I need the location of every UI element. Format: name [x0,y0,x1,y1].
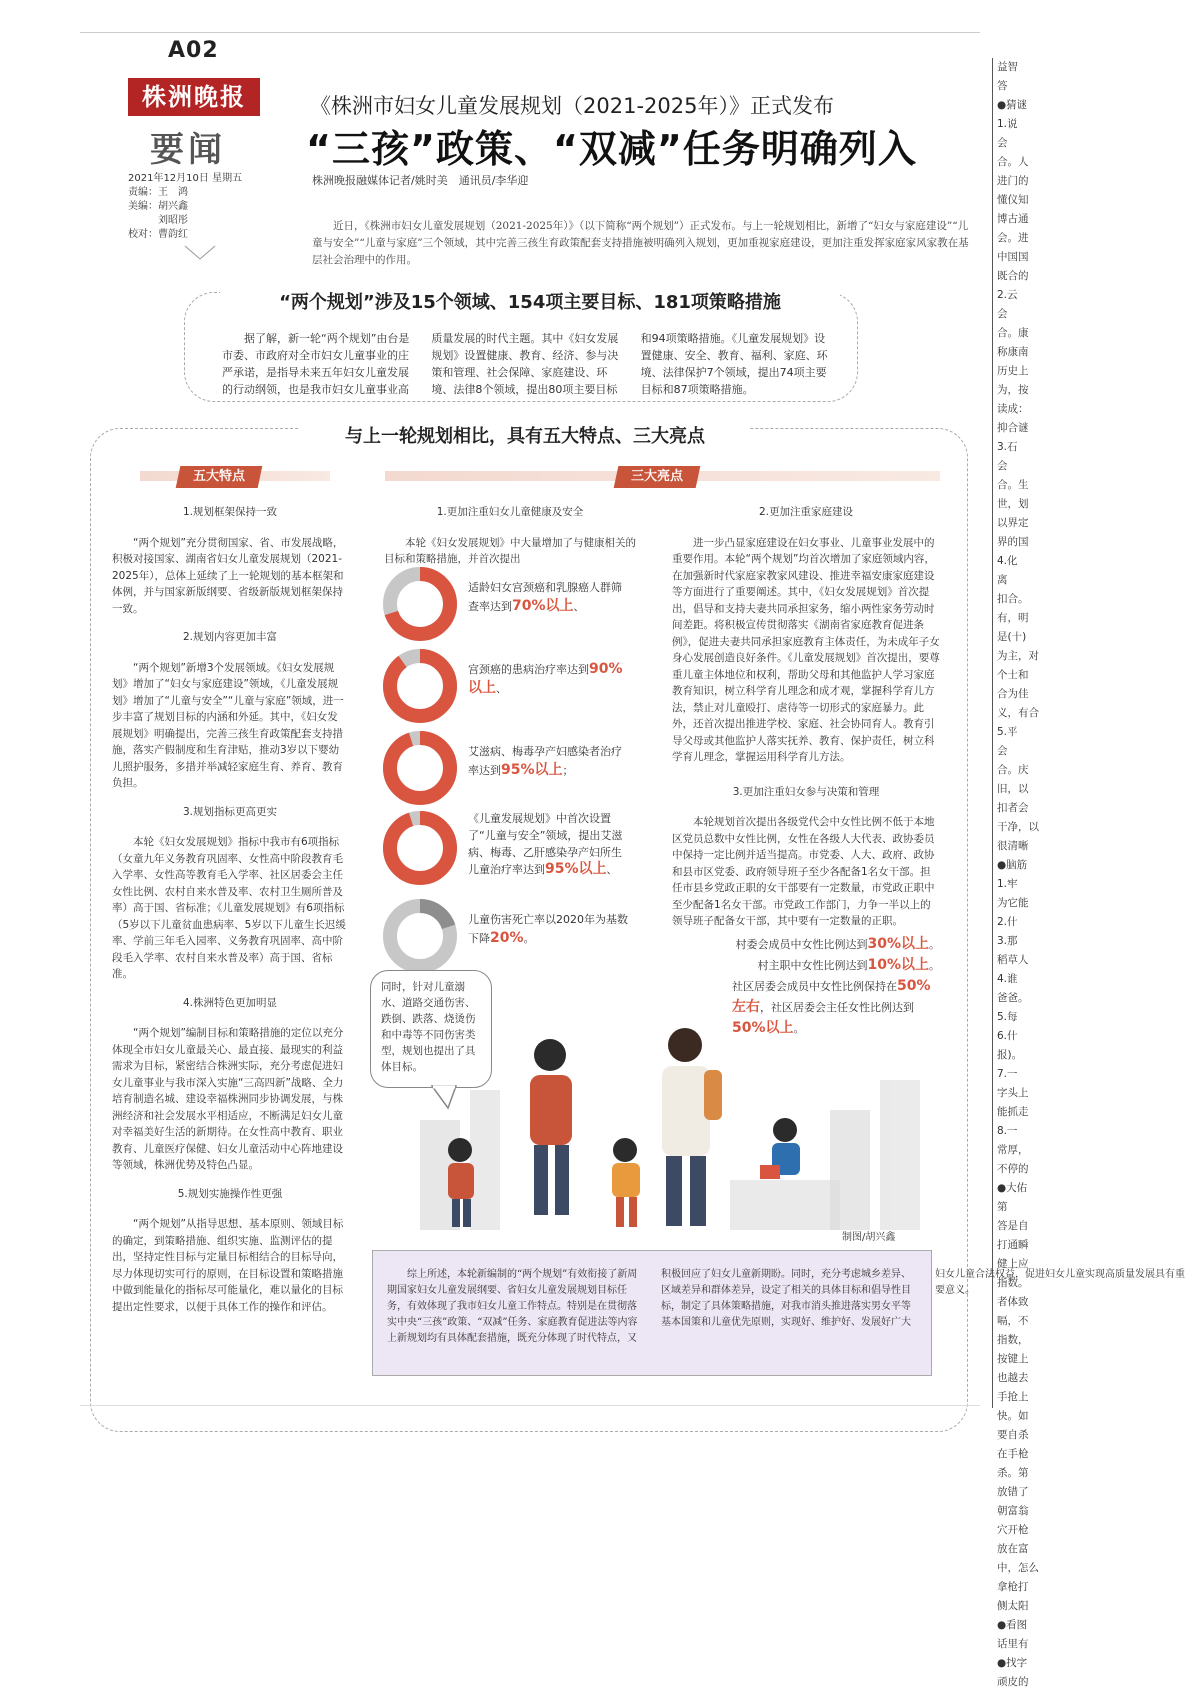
cutoff-line: 界的国 [997,536,1029,548]
cutoff-line: 会 [997,745,1008,757]
cutoff-line: 是(十) [997,631,1027,643]
cutoff-line: 6.什 [997,1030,1018,1042]
grandmother-figure-icon [530,1039,572,1215]
stat-text [468,910,628,948]
bottom-rule [80,1405,980,1406]
stat-value: 50%以上 [732,1019,794,1036]
cutoff-line: 会。进 [997,232,1029,244]
meta-editor: 责编：王 鸿 [128,187,188,198]
cutoff-line: 为主，对 [997,650,1039,662]
stat-row-5 [382,898,632,978]
cutoff-line: 历史上 [997,365,1029,377]
cutoff-line: 杀。第 [997,1467,1029,1479]
stat-label: 《儿童发展规划》中首次设置了“儿童与安全”领域，提出艾滋病、梅毒、乙肝感染孕产妇所生儿童治疗率达到 [468,812,623,876]
cutoff-line: 为它能 [997,897,1029,909]
article-subtitle: 《株洲市妇女儿童发展规划（2021-2025年）》正式发布 [310,94,834,118]
cutoff-line: 手抢上 [997,1391,1029,1403]
stat-value: 95%以上 [501,762,563,778]
donut-chart-icon [382,810,458,886]
cutoff-line: 答 [997,80,1008,92]
meta-date: 2021年12月10日 星期五 [128,173,243,184]
donut-chart-icon [382,648,458,724]
stat-label: 儿童伤害死亡率以2020年为基数下降 [468,913,628,945]
father-figure-icon [662,1028,722,1226]
highlight-3-text: 本轮规划首次提出各级党代会中女性比例不低于本地区党员总数中女性比例，女性在各级人大代表、政协委员中保持一定比例并适当提高。市党委、人大、政府、政协和县市区党委、政府领导班子至少各配备1名女干部。担任市县乡党政正职的女干部要有一定数量，市党政正职中至少配备1名女干部。市党政工作部门，力争一半以上的领导班子配备女干部，其中要有一定数量的正职。 [672,816,935,927]
cutoff-line: 打通瞬 [997,1239,1029,1251]
cutoff-line: 报)。 [997,1049,1023,1061]
highlight-1-intro: 本轮《妇女发展规划》中大量增加了与健康相关的目标和策略措施，并首次提出 [384,536,636,565]
highlight-2-column [672,492,940,1039]
cutoff-line: 以界定 [997,517,1029,529]
overview-text: 据了解，新一轮“两个规划”由台是市委、市政府对全市妇女儿童事业的庄严承诺，是指导未来五年妇女儿童发展的行动纲领，也是我市妇女儿童事业高质量发展的时代主题。其中《妇女发展规划》设置健康、教育、经济、参与决策和管理、社会保障、家庭建设、环境、法律8个领域，提出80项主要目标和94项策略措施。《儿童发展规划》设置健康、安全、教育、福利、家庭、环境、法律保护7个领域，提出74项主要目标和87项策略措施。 [222,332,828,396]
cutoff-line: 3.那 [997,935,1018,947]
stat-row-3 [382,730,632,810]
stat-value: 20% [490,930,524,946]
cutoff-line: 拿枪打 [997,1581,1029,1593]
cutoff-line: 朝富翁 [997,1505,1029,1517]
stat-value: 70%以上 [512,598,574,614]
cutoff-line: 合为佳 [997,688,1029,700]
cutoff-line: 能抓走 [997,1106,1029,1118]
cutoff-line: 义，有合 [997,707,1039,719]
header-pointer-icon [185,246,215,260]
cutoff-line: 常厚， [997,1144,1029,1156]
stat-tail: 、 [606,863,618,876]
masthead-logo: 株洲晚报 [128,78,260,116]
meta-designer-2: 刘昭彤 [128,215,188,226]
feature-5-heading: 5.规划实施操作性更强 [177,1187,283,1200]
feature-2-text: “两个规划”新增3个发展领域。《妇女发展规划》增加了“妇女与家庭建设”领域，《儿童发展规划》增加了“儿童与安全”“儿童与家庭”领域，进一步丰富了规划目标的内涵和外延。其中，《妇女发展规划》明确提出，完善三孩生育政策配套支持措施，落实产假制度和生育津贴，推动3岁以下婴幼儿照护服务，多措并举减轻家庭生育、养育、教育负担。 [112,661,344,789]
features-tag [176,466,263,488]
highlight-3-heading: 3.更加注重妇女参与决策和管理 [732,785,880,798]
highlight-1-heading: 1.更加注重妇女儿童健康及安全 [436,506,584,518]
feature-1-text: “两个规划”充分贯彻国家、省、市发展战略，积极对接国家、湖南省妇女儿童发展规划（2021-2025年），总体上延续了上一轮规划的基本框架和体例，并与国家新版纲要、省级新版规划框架保持一致。 [112,536,344,615]
cutoff-line: 指数， [997,1334,1029,1346]
meta-proofreader: 校对：曹韵红 [128,229,188,240]
speech-pointer-icon [430,1086,460,1110]
feature-5-text: “两个规划”从指导思想、基本原则、领域目标的确定，到策略措施、组织实施、监测评估的提出，坚持定性目标与定量目标相结合的目标导向，尽力体现切实可行的原则，在目标设置和策略措施中做到能量化的指标尽可能量化，难以量化的目标提出定性要求，以便于具体工作的操作和评估。 [112,1218,344,1313]
stat-tail: 。 [523,932,535,945]
cutoff-line: 会 [997,137,1008,149]
cutoff-line: 8.一 [997,1125,1018,1137]
cutoff-line: 扣合。 [997,593,1029,605]
cutoff-line: ●找字 [997,1657,1028,1669]
cutoff-line: 合。生 [997,479,1029,491]
stat-tail: ； [562,764,574,777]
donut-chart-icon [382,566,458,642]
cutoff-line: 旧，以 [997,783,1029,795]
cutoff-line: 抑合谜 [997,422,1029,434]
page-number: A02 [168,38,219,63]
section-name: 要闻 [150,130,226,170]
cutoff-line: 为，按 [997,384,1029,396]
stat-tail: 。 [929,958,940,972]
cutoff-line: 快。如 [997,1410,1029,1422]
stat-row-1 [382,566,632,646]
cutoff-line: 爸爸。 [997,992,1029,1004]
stat-tail: 。 [929,937,940,951]
cutoff-line: 侧太阳 [997,1600,1029,1612]
highlights-tag [614,466,701,488]
cutoff-line: 个士和 [997,669,1029,681]
stat-text [468,810,628,878]
donut-chart-icon [382,898,458,974]
cutoff-line: 指数。 [997,1277,1029,1289]
stat-text [468,578,628,616]
donut-chart-icon [382,730,458,806]
cutoff-line: 合。人 [997,156,1029,168]
features-column [112,492,348,1319]
cutoff-line: 在手枪 [997,1448,1029,1460]
cutoff-line: 离 [997,574,1008,586]
stat-text [468,742,628,780]
cutoff-line: 第 [997,1201,1008,1213]
cutoff-line: ●看图 [997,1619,1028,1631]
cutoff-line: 干净，以 [997,821,1039,833]
cutoff-line: 2.云 [997,289,1018,301]
stat-row-2 [382,648,632,728]
stat-value: 95%以上 [545,861,607,877]
donut-arc [390,738,450,798]
cutoff-line: 会 [997,460,1008,472]
stat-label: 艾滋病、梅毒孕产妇感染者治疗率达到 [468,745,622,777]
cutoff-line: 合。康 [997,327,1029,339]
cutoff-line: 有，明 [997,612,1029,624]
illustration-credit: 制图/胡兴鑫 [842,1232,896,1243]
cutoff-line: ●大佑 [997,1182,1028,1194]
stat-tail: 。 [793,1021,805,1035]
stat-value: 50%左右 [732,977,931,1015]
feature-3-heading: 3.规划指标更高更实 [182,805,278,818]
cutoff-line: 顽皮的 [997,1676,1029,1688]
cutoff-line: 1.牢 [997,878,1018,890]
stat-text [468,660,628,698]
cutoff-line: 也越去 [997,1372,1029,1384]
feature-3-text: 本轮《妇女发展规划》指标中我市有6项指标（女童九年义务教育巩固率、女性高中阶段教育毛入学率、女性高等教育毛入学率、社区居委会主任女性比例、农村自来水普及率、农村卫生厕所普及率）高于国、省标准；《儿童发展规划》有6项指标（5岁以下儿童贫血患病率、5岁以下儿童生长迟缓率、学前三年毛入园率、义务教育巩固率、高中阶段毛入学率、农村自来水普及率）高于国、省标准。 [112,836,346,980]
feature-2-heading: 2.规划内容更加丰富 [182,631,278,643]
cutoff-line: 益智 [997,61,1018,73]
adjacent-column-cutoff [992,58,1039,1688]
article-lead: 近日，《株洲市妇女儿童发展规划（2021-2025年）》（以下简称“两个规划”）正式发布。与上一轮规划相比，新增了“妇女与家庭建设”“儿童与安全”“儿童与家庭”三个领域，其中完善三孩生育政策配套支持措施被明确列入规划，更加重视家庭建设，更加注重发挥家庭家风家教在基层社会治理中的作用。 [312,220,969,266]
meta-designer: 美编：胡兴鑫 [128,201,188,212]
stat-value: 90%以上 [468,661,623,696]
summary-box: 综上所述，本轮新编制的“两个规划”有效衔接了新周期国家妇女儿童发展纲要、省妇女儿童发展规划目标任务，有效体现了我市妇女儿童工作特点。特别是在贯彻落实中央“三孩”政策、“双减”任务、家庭教育促进法等内容上新规划均有具体配套措施，既充分体现了时代特点，又积极回应了妇女儿童新期盼。同时，充分考虑城乡差异、区域差异和群体差异，设定了相关的具体目标和倡导性目标，制定了具体策略措施，对我市消头推进落实男女平等基本国策和儿童优先原则，实现好、维护好、发展好广大妇女儿童合法权益，促进妇女儿童实现高质量发展具有重要意义。 [372,1250,932,1376]
cutoff-line: 懂仪知 [997,194,1029,206]
cutoff-line: 穴开枪 [997,1524,1029,1536]
cutoff-line: 答是自 [997,1220,1029,1232]
stat-label: 适龄妇女宫颈癌和乳腺癌人群筛查率达到 [468,581,622,613]
cutoff-line: 放在富 [997,1543,1029,1555]
cutoff-line: 7.一 [997,1068,1018,1080]
cutoff-line: 读成： [997,403,1029,415]
cutoff-line: 既合的 [997,270,1029,282]
edition-meta [128,172,278,242]
cutoff-line: 不停的 [997,1163,1029,1175]
cutoff-line: 中国国 [997,251,1029,263]
bench-icon [730,1180,840,1230]
feature-4-heading: 4.株洲特色更加明显 [182,996,278,1009]
cutoff-line: 5.每 [997,1011,1018,1023]
cutoff-line: 称康南 [997,346,1029,358]
article-byline: 株洲晚报融媒体记者/姚时美 通讯员/李华迎 [312,174,529,187]
stat-village-committee [672,934,940,955]
stat-label: ，社区居委会主任女性比例达到 [760,1000,914,1014]
highlight-1-column [384,492,636,572]
stat-village-head [672,955,940,976]
cutoff-line: ●脑筋 [997,859,1028,871]
stat-label: 社区居委会成员中女性比例保持在 [732,979,897,993]
stat-row-4 [382,810,632,896]
features-tag-label: 五大特点 [192,469,245,484]
cutoff-line: 5.平 [997,726,1018,738]
cutoff-line: 要自杀 [997,1429,1029,1441]
cutoff-line: 3.石 [997,441,1018,453]
cutoff-line: 进门的 [997,175,1029,187]
cutoff-line: 博古通 [997,213,1029,225]
cutoff-line: 字头上 [997,1087,1029,1099]
comparison-title: 与上一轮规划相比，具有五大特点、三大亮点 [300,422,750,448]
cutoff-line: 1.说 [997,118,1018,130]
donut-arc [390,656,450,716]
stat-label: 宫颈癌的患病治疗率达到 [468,663,589,676]
cutoff-line: 者体致 [997,1296,1029,1308]
safety-speech-bubble: 同时，针对儿童溺水、道路交通伤害、跌倒、跌落、烧烫伤和中毒等不同伤害类型，规划也提出了具体目标。 [370,970,492,1088]
cutoff-line: 扣者会 [997,802,1029,814]
cutoff-line: 中，怎么 [997,1562,1039,1574]
highlight-2-heading: 2.更加注重家庭建设 [758,506,854,518]
cutoff-line: 4.化 [997,555,1018,567]
cutoff-line: 按键上 [997,1353,1029,1365]
cutoff-line: 世，划 [997,498,1029,510]
stat-value: 30%以上 [867,935,929,952]
stat-label: 村委会成员中女性比例达到 [735,937,868,951]
stat-tail: 、 [573,600,585,613]
cutoff-line: 4.谁 [997,973,1018,985]
cutoff-line: ●猜谜 [997,99,1028,111]
feature-1-heading: 1.规划框架保持一致 [182,506,278,518]
highlights-tag-label: 三大亮点 [630,469,683,484]
cutoff-line: 健上应 [997,1258,1029,1270]
cutoff-line: 合。庆 [997,764,1029,776]
cutoff-line: 嗝，不 [997,1315,1029,1327]
cutoff-line: 会 [997,308,1008,320]
cutoff-line: 稻草人 [997,954,1029,966]
donut-arc [390,818,450,878]
stat-label: 村主职中女性比例达到 [757,958,868,972]
top-rule [80,32,980,33]
article-title: “三孩”政策、“双减”任务明确列入 [306,127,917,171]
stat-value: 10%以上 [867,956,929,973]
stat-tail: 、 [496,682,507,695]
highlight-2-text: 进一步凸显家庭建设在妇女事业、儿童事业发展中的重要作用。本轮“两个规划”均首次增加了家庭领域内容，在加强新时代家庭家教家风建设、推进幸福安康家庭建设等方面进行了重要阐述。其中，《妇女发展规划》首次提出，倡导和支持夫妻共同承担家务，缩小两性家务劳动时间差距。将积极宣传贯彻落实《湖南省家庭教育促进条例》，促进夫妻共同承担家庭教育主体责任，为未成年子女身心发展创造良好条件。《儿童发展规划》首次提出，要尊重儿童主体地位和权利，帮助父母和其他监护人学习家庭教育知识，树立科学育儿理念和成才观，掌握科学育儿方法，禁止对儿童殴打、虐待等一切形式的家庭暴力。此外，还首次提出推进学校、家庭、社会协同育人。教育引导父母或其他监护人落实抚养、教育、保护责任，树立科学育儿理念，掌握运用科学育儿方法。 [672,536,940,763]
feature-4-text: “两个规划”编制目标和策略措施的定位以充分体现全市妇女儿童最关心、最直接、最现实的利益需求为目标，紧密结合株洲实际，充分考虑促进妇女儿童事业与我市深入实施“三高四新”战略、全力培育制造名城、建设幸福株洲同步协调发展，与株洲经济和社会发展水平相适应，不断满足妇女儿童对幸福美好生活的新期待。在女性高中教育、职业教育、儿童医疗保健、妇女儿童活动中心阵地建设等领域，株洲优势及特色凸显。 [112,1027,344,1171]
cutoff-line: 放错了 [997,1486,1029,1498]
cutoff-line: 很清晰 [997,840,1029,852]
overview-title: “两个规划”涉及15个领域、154项主要目标、181项策略措施 [220,288,840,314]
cutoff-line: 2.什 [997,916,1018,928]
cutoff-line: 话里有 [997,1638,1029,1650]
